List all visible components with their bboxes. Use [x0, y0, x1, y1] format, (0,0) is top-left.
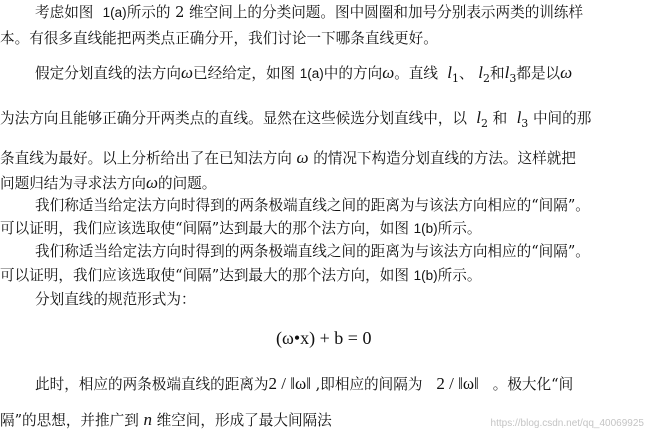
l-symbol: l — [476, 108, 482, 127]
figure-ref: 1(b) — [413, 268, 438, 283]
paragraph-1-line-2 — [0, 29, 438, 49]
paragraph-2-line-1 — [35, 63, 572, 89]
distance-formula: 2 / ‖ω‖ — [268, 374, 311, 393]
omega-symbol: ω — [382, 63, 395, 82]
text: 中的方向 — [323, 65, 383, 82]
text: 所示。 — [437, 220, 482, 237]
text: 和 — [492, 110, 508, 127]
text: 、 — [459, 65, 474, 82]
text: 隔”的思想，并推广到 — [0, 412, 139, 429]
omega-symbol: ω — [180, 63, 193, 82]
text: 的问题。 — [157, 175, 217, 192]
text: 中间的那 — [532, 110, 592, 127]
paragraph-3-line-2 — [0, 219, 481, 239]
text: 问题归结为寻求法方向 — [0, 175, 146, 192]
text: 分划直线的规范形式为： — [35, 291, 196, 308]
l-symbol: l — [504, 63, 510, 82]
text: 的情况下构造分划直线的方法。这样就把 — [313, 150, 576, 167]
text: 维空间，形成了最大间隔法 — [156, 412, 332, 429]
paragraph-2-line-2 — [0, 108, 591, 134]
text: 已经给定，如图 — [192, 65, 296, 82]
text: 此时，相应的两条极端直线的距离为 — [35, 376, 269, 393]
paragraph-4-line-2 — [0, 266, 481, 286]
omega-symbol: ω — [296, 148, 309, 167]
text: 。直线 — [394, 65, 438, 82]
paragraph-1-line-1 — [35, 3, 583, 23]
paragraph-4-line-1 — [35, 242, 590, 262]
text: 和 — [490, 65, 505, 82]
subscript: 3 — [509, 72, 517, 85]
omega-symbol: ω — [145, 173, 158, 192]
figure-ref: 1(b) — [413, 221, 438, 236]
subscript: 2 — [481, 117, 489, 130]
watermark: https://blog.csdn.net/qq_40069925 — [490, 418, 644, 429]
figure-ref: 1(a) — [102, 5, 127, 20]
text: 我们称适当给定法方向时得到的两条极端直线之间的距离为与该法方向相应的“间隔”。 — [35, 197, 590, 214]
l-symbol: l — [516, 108, 522, 127]
text: 。极大化“间 — [492, 376, 574, 393]
text: 假定分划直线的法方向 — [35, 65, 181, 82]
paragraph-2-line-4 — [0, 173, 216, 194]
paragraph-6-line-1 — [35, 372, 573, 397]
text: 考虑如图 — [35, 4, 94, 21]
text: ,即相应的间隔为 — [315, 376, 423, 393]
paragraph-2-line-3 — [0, 148, 576, 169]
figure-ref: 1(a) — [299, 66, 324, 81]
canonical-equation — [276, 326, 371, 350]
margin-formula: 2 / ‖ω‖ — [436, 374, 479, 393]
subscript: 2 — [483, 72, 490, 85]
text: 所示。 — [437, 267, 482, 284]
subscript: 1 — [452, 72, 460, 85]
text: 可以证明，我们应该选取使“间隔”达到最大的那个法方向，如图 — [0, 267, 409, 284]
l-symbol: l — [447, 63, 453, 82]
text: 为法方向且能够正确分开两类点的直线。显然在这些候选分划直线中，以 — [0, 110, 468, 127]
text: 可以证明，我们应该选取使“间隔”达到最大的那个法方向，如图 — [0, 220, 409, 237]
paragraph-5-line-1 — [35, 290, 196, 310]
l-symbol: l — [478, 63, 483, 82]
paragraph-6-line-2 — [0, 410, 332, 431]
subscript: 3 — [521, 117, 529, 130]
text: 所示的 2 维空间上的分类问题。图中圆圈和加号分别表示两类的训练样 — [126, 4, 584, 21]
equation-text: (ω•x) + b = 0 — [276, 328, 372, 348]
n-symbol: n — [143, 410, 152, 429]
paragraph-3-line-1 — [35, 196, 590, 216]
text: 都是以 — [516, 65, 561, 82]
text: 条直线为最好。以上分析给出了在已知法方向 — [0, 150, 292, 167]
text: 本。有很多直线能把两类点正确分开，我们讨论一下哪条直线更好。 — [0, 30, 438, 47]
text: 我们称适当给定法方向时得到的两条极端直线之间的距离为与该法方向相应的“间隔”。 — [35, 243, 590, 260]
omega-symbol: ω — [560, 63, 573, 82]
